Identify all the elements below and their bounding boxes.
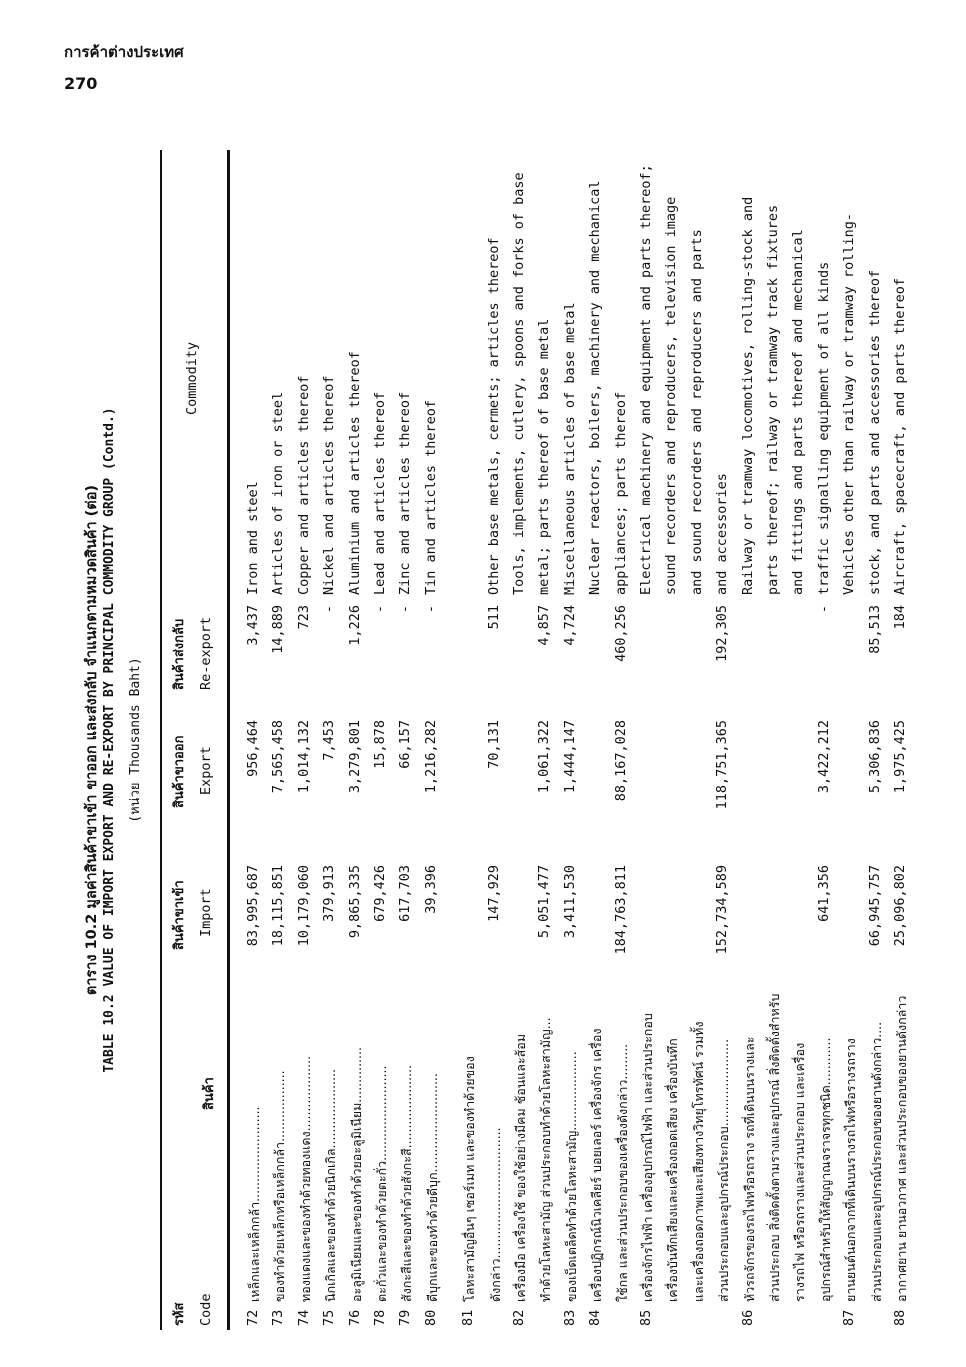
- commodity-en-cell: and fittings and parts thereof and mechanical: [790, 229, 807, 595]
- page-number: 270: [64, 74, 98, 93]
- commodity-en-cell: and sound recorders and reproducers and parts: [688, 229, 705, 595]
- code-cell: 84: [587, 1309, 604, 1326]
- goods-th-cell: เครื่องบันทึกเสียงและเครื่องถอดเสียง เครื่องบันทึก: [665, 1038, 681, 1302]
- header-top-rule: [160, 150, 162, 1330]
- goods-th-cell: ส่วนประกอบและอุปกรณ์ประกอบของยานดังกล่าว....: [868, 1021, 884, 1302]
- goods-th-cell: อะลูมิเนียมและของทำด้วยอะลูมิเนียม..............: [348, 1047, 364, 1302]
- commodity-en-cell: parts thereof; railway or tramway track fixtures: [765, 204, 781, 595]
- table-row: [689, 150, 714, 1330]
- table-row: [460, 150, 485, 1330]
- table-row: [740, 150, 765, 1330]
- commodity-en-cell: Vehicles other than railway or tramway rolling-: [841, 212, 858, 595]
- goods-th-cell: ยานยนต์นอกจากที่เดินบนรางรถไฟหรือรางรถราง: [843, 1038, 859, 1302]
- table-row: [423, 150, 448, 1330]
- table-row: [372, 150, 397, 1330]
- export-cell: 956,464: [245, 720, 261, 777]
- table-title-en: TABLE 10.2 VALUE OF IMPORT EXPORT AND RE-EXPORT BY PRINCIPAL COMMODITY GROUP (Contd.): [102, 407, 117, 1073]
- table-row: [397, 150, 422, 1330]
- reexport-cell: 511: [485, 605, 502, 630]
- goods-th-cell: ของทำด้วยเหล็กหรือเหล็กกล้า..................: [272, 1070, 288, 1302]
- commodity-en-cell: Other base metals, cermets; articles thereof: [485, 237, 502, 595]
- export-cell: 5,306,836: [866, 720, 883, 794]
- header-export-th: สินค้าขาออก: [172, 735, 187, 808]
- export-cell: 1,014,132: [295, 720, 312, 794]
- table-row: [613, 150, 638, 1330]
- code-cell: 73: [270, 1309, 287, 1326]
- reexport-cell: -: [815, 605, 832, 614]
- table-row: [587, 150, 612, 1330]
- reexport-cell: 14,889: [270, 605, 287, 654]
- commodity-en-cell: Aircraft, spacecraft, and parts thereof: [892, 278, 908, 595]
- table-row: [296, 150, 321, 1330]
- import-cell: 18,115,851: [270, 865, 287, 947]
- goods-th-cell: โลหะสามัญอื่นๆ เซอร์เมท และของทำด้วยของ: [462, 1056, 478, 1302]
- header-import-th: สินค้าขาเข้า: [172, 880, 187, 950]
- reexport-cell: 4,857: [536, 605, 553, 646]
- reexport-cell: -: [422, 605, 439, 614]
- header-goods-th: สินค้า: [202, 1077, 217, 1110]
- goods-th-cell: เครื่องมือ เครื่องใช้ ของใช้อย่างมีคม ช้อนและส้อม: [513, 1033, 528, 1302]
- import-cell: 3,411,530: [561, 865, 578, 939]
- reexport-cell: 85,513: [866, 605, 883, 654]
- import-cell: 39,396: [422, 865, 439, 914]
- commodity-en-cell: stock, and parts and accessories thereof: [866, 269, 883, 595]
- table-row: [270, 150, 295, 1330]
- import-cell: 5,051,477: [536, 865, 553, 939]
- code-cell: 82: [511, 1309, 527, 1326]
- import-cell: 147,929: [485, 865, 502, 922]
- section-title: การค้าต่างประเทศ: [64, 43, 184, 61]
- code-cell: 86: [739, 1309, 756, 1326]
- goods-th-cell: เครื่องจักรไฟฟ้า เครื่องอุปกรณ์ไฟฟ้า และส่วนประกอบ: [640, 1013, 655, 1302]
- import-cell: 184,763,811: [612, 865, 629, 955]
- export-cell: 66,157: [397, 720, 414, 769]
- header-export-en: Export: [198, 746, 214, 795]
- table-row: [816, 150, 841, 1330]
- goods-th-cell: เหล็กและเหล็กกล้า........................: [247, 1106, 262, 1302]
- code-cell: 76: [346, 1309, 363, 1326]
- commodity-en-cell: Copper and articles thereof: [295, 375, 312, 595]
- goods-th-cell: สังกะสีและของทำด้วยสังกะสี.....................: [399, 1064, 415, 1302]
- table-row: [867, 150, 892, 1330]
- goods-th-cell: ตะกั่วและของทำด้วยตะกั่ว........................: [374, 1065, 389, 1302]
- commodity-en-cell: Railway or tramway locomotives, rolling-stock and: [739, 196, 756, 595]
- goods-th-cell: นิกเกิลและของทำด้วยนิกเกิล....................: [323, 1068, 339, 1302]
- header-code-th: รหัส: [172, 1302, 187, 1326]
- goods-th-cell: หัวรถจักรของรถไฟหรือรถราง รถที่เดินบนรางและ: [741, 1036, 757, 1302]
- table-row: [536, 150, 561, 1330]
- goods-th-cell: อุปกรณ์สำหรับให้สัญญาณจราจรทุกชนิด............: [817, 1037, 833, 1302]
- export-cell: 3,422,212: [815, 720, 832, 794]
- import-cell: 617,703: [397, 865, 414, 922]
- header-import-en: Import: [198, 888, 214, 937]
- table-row: [841, 150, 866, 1330]
- header-bottom-rule: [227, 150, 230, 1330]
- table-row: [511, 150, 536, 1330]
- goods-th-cell: ดังกล่าว.................................: [487, 1127, 503, 1302]
- table-row: [790, 150, 815, 1330]
- export-cell: 1,216,282: [422, 720, 439, 794]
- import-cell: 152,734,589: [714, 865, 731, 955]
- header-reexport-en: Re-export: [198, 616, 214, 690]
- goods-th-cell: รางรถไฟ หรือรถรางและส่วนประกอบ และเครื่อง: [792, 1042, 808, 1302]
- commodity-en-cell: Zinc and articles thereof: [397, 391, 414, 595]
- table-row: [714, 150, 739, 1330]
- goods-th-cell: อากาศยาน ยานอวกาศ และส่วนประกอบของยานดังกล่าว: [894, 995, 909, 1302]
- import-cell: 66,945,757: [866, 865, 883, 947]
- goods-th-cell: และเครื่องถอดภาพและเสียงทางวิทยุโทรทัศน์ รวมทั้ง: [690, 1021, 706, 1302]
- header-commodity-en: Commodity: [184, 341, 200, 415]
- goods-th-cell: ทำด้วยโลหะสามัญ ส่วนประกอบทำด้วยโลหะสามัญ...: [538, 1017, 554, 1302]
- export-cell: 7,453: [321, 720, 338, 761]
- import-cell: 10,179,060: [295, 865, 312, 947]
- goods-th-cell: เครื่องปฏิกรณ์นิวเคลียร์ บอยเลอร์ เครื่องจักร เครื่อง: [589, 1028, 605, 1302]
- export-cell: 70,131: [485, 720, 502, 769]
- reexport-cell: 192,305: [714, 605, 731, 662]
- header-reexport-th: สินค้าส่งกลับ: [172, 618, 187, 690]
- code-cell: 85: [638, 1309, 654, 1326]
- table-unit: (หน่วย Thousands Baht): [128, 657, 143, 823]
- import-cell: 25,096,802: [892, 865, 908, 947]
- reexport-cell: 4,724: [561, 605, 578, 646]
- goods-th-cell: ใช้กล และส่วนประกอบของเครื่องดังกล่าว.........: [614, 1043, 630, 1302]
- table-row: [663, 150, 688, 1330]
- goods-th-cell: ส่วนประกอบ สิ่งติดตั้งตามรางและอุปกรณ์ สิ่งติดตั้งสำหรับ: [767, 993, 782, 1302]
- reexport-cell: 3,437: [245, 605, 261, 646]
- commodity-en-cell: Tin and articles thereof: [422, 399, 439, 595]
- code-cell: 74: [295, 1309, 312, 1326]
- code-cell: 81: [460, 1309, 477, 1326]
- code-cell: 79: [397, 1309, 414, 1326]
- table-row: [347, 150, 372, 1330]
- table-row: [892, 150, 917, 1330]
- export-cell: 7,565,458: [270, 720, 287, 794]
- commodity-en-cell: Miscellaneous articles of base metal: [561, 302, 578, 595]
- reexport-cell: -: [397, 605, 414, 614]
- export-cell: 1,975,425: [892, 720, 908, 794]
- goods-th-cell: ของเบ็ดเตล็ดทำด้วยโลหะสามัญ....................: [563, 1051, 579, 1302]
- commodity-en-cell: appliances; parts thereof: [612, 391, 629, 595]
- commodity-en-cell: Lead and articles thereof: [372, 391, 388, 595]
- export-cell: 1,061,322: [536, 720, 553, 794]
- code-cell: 72: [245, 1309, 261, 1326]
- export-cell: 15,878: [372, 720, 388, 769]
- reexport-cell: 723: [295, 605, 312, 630]
- table-row: [638, 150, 663, 1330]
- reexport-cell: 184: [892, 605, 908, 630]
- import-cell: 641,356: [815, 865, 832, 922]
- export-cell: 118,751,365: [714, 720, 731, 810]
- code-cell: 88: [892, 1309, 908, 1326]
- table-row: [486, 150, 511, 1330]
- code-cell: 80: [422, 1309, 439, 1326]
- commodity-en-cell: Nickel and articles thereof: [321, 375, 338, 595]
- goods-th-cell: ดีบุกและของทำด้วยดีบุก.........................: [424, 1073, 440, 1302]
- goods-th-cell: ส่วนประกอบและอุปกรณ์ประกอบ......................: [716, 1038, 732, 1302]
- code-cell: 83: [561, 1309, 578, 1326]
- rotated-table: [80, 150, 909, 1330]
- commodity-en-cell: Aluminium and articles thereof: [346, 351, 363, 595]
- commodity-en-cell: Iron and steel: [245, 481, 261, 595]
- table-title-th: ตาราง 10.2 มูลค่าสินค้าขาเข้า ขาออก และส่งกลับ จำแนกตามหมวดสินค้า (ต่อ): [84, 484, 100, 996]
- code-cell: 75: [321, 1309, 338, 1326]
- reexport-cell: 460,256: [612, 605, 629, 662]
- commodity-en-cell: Nuclear reactors, boilers, machinery and mechanical: [587, 180, 604, 595]
- commodity-en-cell: sound recorders and reproducers, television image: [663, 196, 680, 595]
- import-cell: 9,865,335: [346, 865, 363, 939]
- import-cell: 379,913: [321, 865, 338, 922]
- import-cell: 83,995,687: [245, 865, 261, 947]
- commodity-en-cell: Electrical machinery and equipment and parts thereof;: [638, 164, 654, 595]
- table-row: [765, 150, 790, 1330]
- code-cell: 78: [372, 1309, 388, 1326]
- commodity-en-cell: Articles of iron or steel: [270, 391, 287, 595]
- commodity-en-cell: traffic signalling equipment of all kinds: [815, 261, 832, 595]
- goods-th-cell: ทองแดงและของทำด้วยทองแดง...................: [297, 1055, 313, 1302]
- import-cell: 679,426: [372, 865, 388, 922]
- commodity-en-cell: Tools, implements, cutlery, spoons and forks of base: [511, 172, 527, 595]
- reexport-cell: -: [372, 605, 388, 614]
- reexport-cell: 1,226: [346, 605, 363, 646]
- table-row: [562, 150, 587, 1330]
- header-code-en: Code: [198, 1293, 214, 1326]
- table-row: [321, 150, 346, 1330]
- export-cell: 1,444,147: [561, 720, 578, 794]
- export-cell: 3,279,801: [346, 720, 363, 794]
- table-row: [245, 150, 270, 1330]
- export-cell: 88,167,028: [612, 720, 629, 802]
- commodity-en-cell: and accessories: [714, 473, 731, 595]
- reexport-cell: -: [321, 605, 338, 614]
- commodity-en-cell: metal; parts thereof of base metal: [536, 318, 553, 595]
- code-cell: 87: [841, 1309, 858, 1326]
